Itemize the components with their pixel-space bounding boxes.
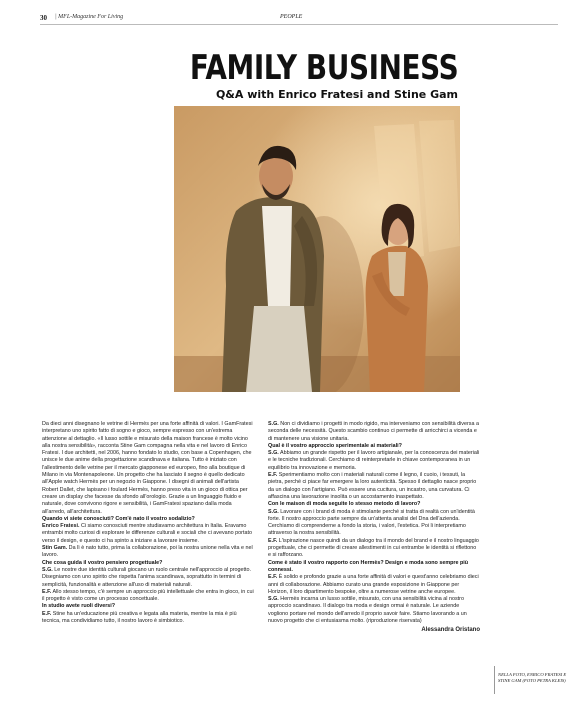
speaker: E.F.	[42, 610, 52, 617]
answer-text: Lavorare con i brand di moda è stimolante perché si tratta di realtà con un'identità forte. Il nostro approccio parte sempre da un'attenta analisi del Dna dell'azienda. Cerchiamo di comprenderne a fondo la storia, i valori, l'estetica. Poi li interpretiamo attraverso la nostra sensibilità.	[268, 508, 475, 537]
speaker: E.F.	[268, 472, 278, 479]
speaker: Stin Gam.	[42, 545, 68, 552]
answer	[268, 472, 480, 501]
answer	[42, 589, 254, 604]
question: Con le maison di moda seguite lo stesso metodo di lavoro?	[268, 501, 421, 508]
question: Come è stato il vostro rapporto con Hermès? Design e moda sono sempre più connessi.	[268, 559, 469, 573]
answer	[268, 596, 480, 625]
page-number: 30	[40, 14, 47, 22]
answer	[268, 450, 480, 472]
question: Quando vi siete conosciuti? Com'è nato il vostro sodalizio?	[42, 515, 195, 522]
page-header	[0, 14, 580, 28]
answer-text: L'ispirazione nasce quindi da un dialogo tra il mondo del brand e il nostro linguaggio progettuale, che ci permette di creare allestimenti in cui entrambe le identità si riflettono e si rafforzano.	[268, 537, 479, 559]
answer	[42, 611, 254, 626]
section-label: PEOPLE	[280, 14, 303, 20]
question: Che cosa guida il vostro pensiero progettuale?	[42, 559, 163, 566]
answer-text: Sperimentiamo molto con i materiali naturali come il legno, il cuoio, i tessuti, la pietra, perché ci piace far emergere la loro autenticità. Spesso il dettaglio nasce proprio da un dialogo con l'artigiano. Può essere una cucitura, un incastro, una curvatura. Ci affascina una lavorazione insolita o un accostamento inaspettato.	[268, 472, 477, 500]
article-column-right	[268, 421, 480, 635]
caption-rule	[494, 666, 495, 694]
speaker: S.G.	[268, 450, 279, 457]
speaker: E.F.	[268, 537, 278, 544]
answer-text: Le nostre due identità culturali giocano un ruolo centrale nell'approccio al progetto. Disegniamo con uno spirito che rispetta l'anima scandinava, soprattutto in termini di semplicità, funzionalità e attenzione all'uso di materiali naturali.	[42, 566, 252, 588]
intro-paragraph: Da dieci anni disegnano le vetrine di Hermès per una forte affinità di valori. I GamFratesi interpretano uno spirito fatto di sogno e gioco, sempre espresso con un'estrema attenzione al dettaglio. «Il lusso sottile e misurato della maison francese è molto vicino alla nostra sensibilità», racconta Stine Gam compagna nella vita e nel lavoro di Enrico Fratesi. I due architetti, nel 2006, hanno fondato lo studio, con base a Copenhagen, che unisce le due anime della progettazione scandinava e italiana. Tutto è iniziato con l'allestimento delle vetrine per il mercato giapponese ed europeo, fino alla boutique di Milano in via Montenapoleone. Un progetto che ha lasciato il segno è quello dedicato all'Apple watch Hermès per un negozio in Giappone. I disegni di animali dell'artista Robert Dallet, che lapisano i foulard Hermès, hanno preso vita in un gioco di ottica per creare un display che facesse da sfondo all'orologio. Grazie a un linguaggio fluido e naturale, dove convivono rigore e sensibilità, i GamFratesi spaziano dalla moda all'arredo, all'architettura.	[42, 421, 253, 515]
photo-caption: NELLA FOTO, ENRICO FRATESI E STINE GAM (FOTO PETRA KLEIS)	[498, 672, 567, 683]
answer-text: Hermès incarna un lusso sottile, misurato, con una sensibilità vicina al nostro approccio scandinavo. Il dialogo tra moda e design ormai è naturale. Le aziende vogliono portare nel mondo dell'arredo il proprio savoir faire. Stiamo lavorando a un nuovo progetto che ci entusiasma molto. (riproduzione riservata)	[268, 596, 467, 625]
answer-text: Stine ha un'educazione più creativa e legata alla materia, mentre la mia è più tecnica, ma condividiamo tutto, il nostro lavoro è simbiotico.	[42, 610, 237, 625]
speaker: E.F.	[268, 574, 278, 581]
answer-text: È solido e profondo grazie a una forte affinità di valori e quest'anno celebriamo dieci anni di collaborazione. Abbiamo curato una grande esposizione in Giappone per Horizon, il loro dipartimento bespoke, oltre a numerose vetrine anche europee.	[268, 574, 479, 595]
answer-text: Allo stesso tempo, c'è sempre un approccio più intellettuale che entra in gioco, in cui il progetto è visto come un processo concettuale.	[42, 588, 254, 603]
answer-text: Non ci dividiamo i progetti in modo rigido, ma interveniamo con sensibilità diversa a seconda delle necessità. Questo scambio continuo ci permette di arricchirci a vicenda e di mantenere una visione unitaria.	[268, 421, 479, 442]
answer	[268, 574, 480, 596]
portrait-photo	[174, 106, 460, 392]
article-subtitle: Q&A with Enrico Fratesi and Stine Gam	[215, 88, 458, 101]
question: In studio avete ruoli diversi?	[42, 603, 116, 610]
answer	[268, 421, 480, 443]
answer	[42, 523, 254, 545]
answer-text: Da lì è nato tutto, prima la collaborazione, poi la nostra unione nella vita e nel lavoro.	[42, 545, 253, 559]
speaker: Enrico Fratesi.	[42, 523, 80, 530]
answer	[268, 538, 480, 560]
article-title: FAMILY BUSINESS	[189, 48, 458, 88]
magazine-name: | MFL-Magazine For Living	[55, 14, 124, 20]
answer	[268, 509, 480, 538]
speaker: S.G.	[268, 421, 279, 427]
question: Qual è il vostro approccio sperimentale ai materiali?	[268, 442, 402, 449]
header-rule	[40, 24, 558, 25]
speaker: S.G.	[268, 596, 279, 603]
speaker: S.G.	[42, 566, 53, 573]
author-signature: Alessandra Oristano	[421, 627, 480, 634]
speaker: S.G.	[268, 508, 279, 515]
answer-text: Ci siamo conosciuti mentre studiavamo architettura in Italia. Eravamo entrambi molto curiosi di esplorare le differenze culturali e sociali che ci avevano portato verso il design, e questo ci ha spinto a iniziare a lavorare insieme.	[42, 523, 252, 544]
answer	[42, 567, 254, 589]
answer-text: Abbiamo un grande rispetto per il lavoro artigianale, per la conoscenza dei materiali e le tecniche tradizionali. Cerchiamo di reinterpretarle in chiave contemporanea in un equilibrio tra innovazione e memoria.	[268, 450, 480, 471]
article-column-left	[42, 421, 254, 625]
answer	[42, 545, 254, 560]
speaker: E.F.	[42, 588, 52, 595]
